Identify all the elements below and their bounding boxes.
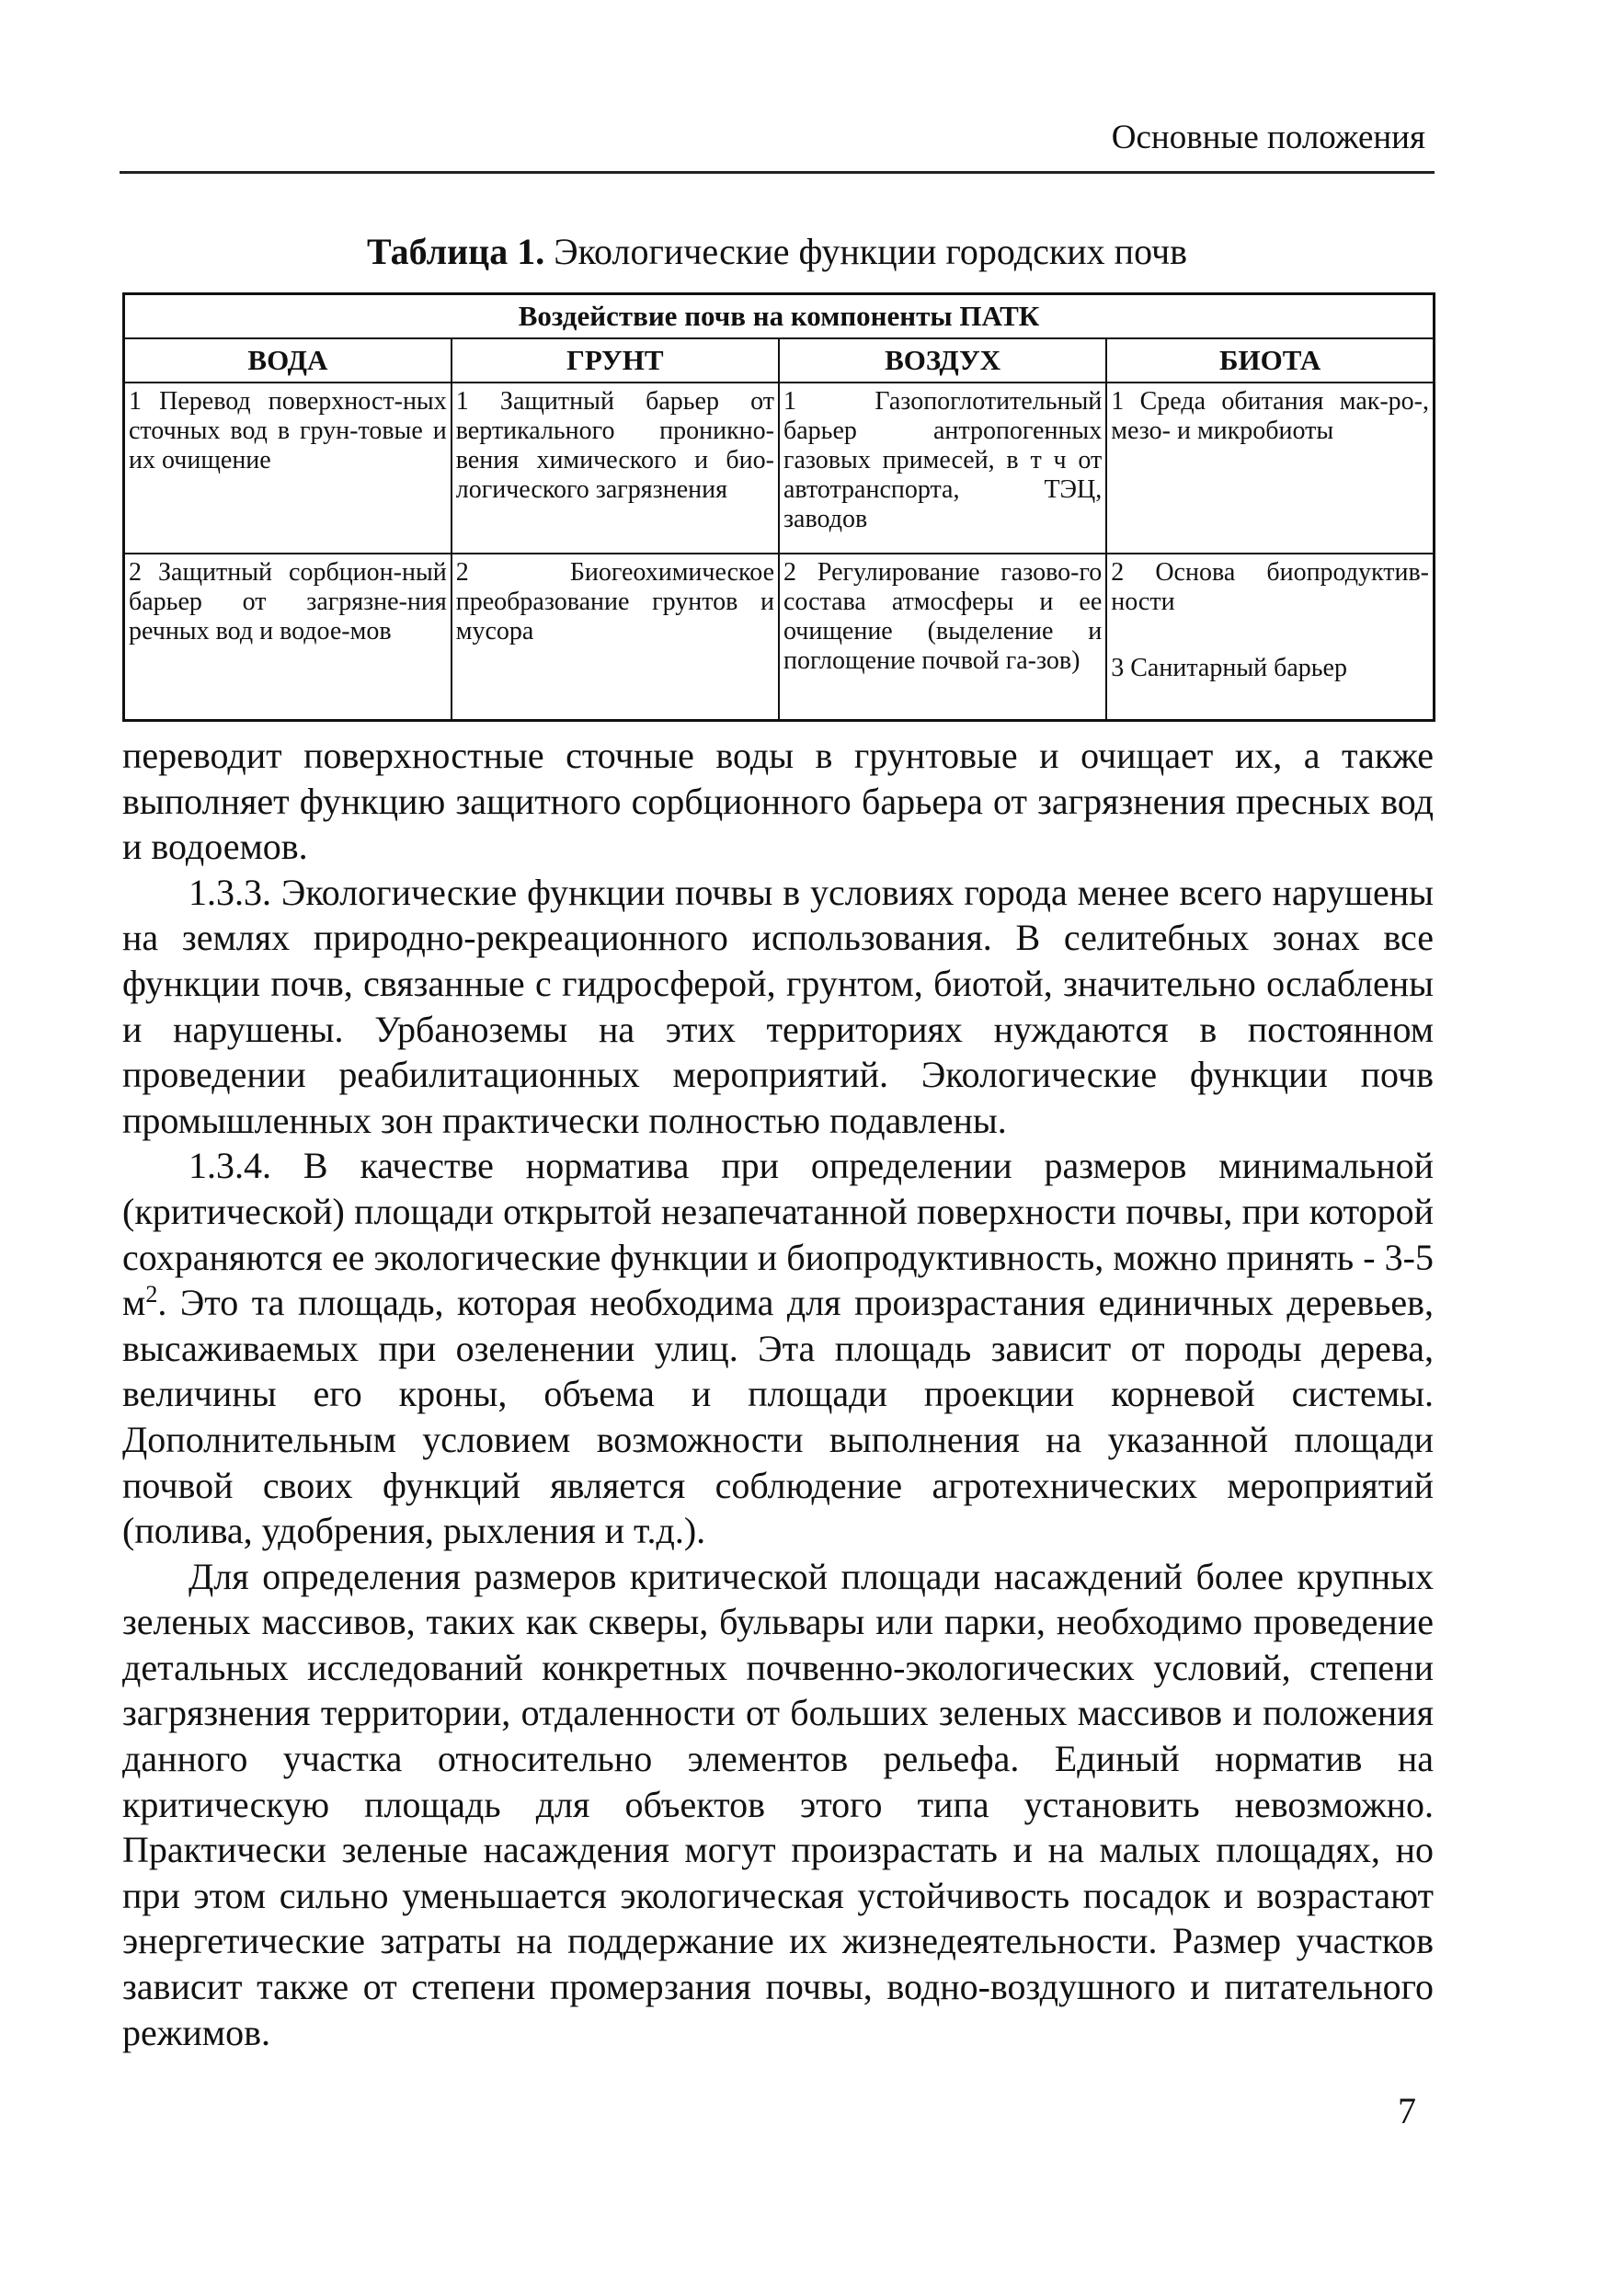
table-cell [1106, 383, 1434, 554]
cell-text: 1 Среда обитания мак-ро-, мезо- и микробиоты [1111, 387, 1429, 445]
table-cell [452, 554, 779, 721]
body-text [122, 733, 1434, 2055]
table-cell [452, 383, 779, 554]
table-row [124, 383, 1435, 554]
column-header-ground: ГРУНТ [452, 338, 779, 383]
table-cell [779, 554, 1106, 721]
cell-text: 2 Регулирование газово-го состава атмосферы и ее очищение (выделение и поглощение почвой га-зов) [783, 558, 1103, 675]
column-header-biota: БИОТА [1106, 338, 1434, 383]
running-header: Основные положения [1111, 119, 1425, 156]
table-cell [124, 554, 452, 721]
table-caption-text: Экологические функции городских почв [544, 231, 1188, 272]
paragraph: 1.3.3. Экологические функции почвы в условиях города менее всего нарушены на землях природно-рекреационного использования. В селитебных зонах все функции почв, связанные с гидросферой, грунтом, биотой, значительно ослаблены и нарушены. Урбаноземы на этих территориях нуждаются в постоянном проведении реабилитационных мероприятий. Экологические функции почв промышленных зон практически полностью подавлены. [122, 871, 1434, 1141]
table-cell [124, 383, 452, 554]
soil-functions-table [122, 292, 1435, 722]
paragraph-text: 1.3.4. В качестве норматива при определении размеров минимальной (критической) площади открытой незапечатанной поверхности почвы, при которой сохраняются ее экологические функции и биопродуктивность, можно принять - 3-5 м [122, 1145, 1434, 1324]
table-caption [120, 230, 1435, 274]
table-caption-label: Таблица 1. [366, 231, 545, 272]
table-row [124, 554, 1435, 721]
cell-text: 2 Защитный сорбцион-ный барьер от загрязне-ния речных вод и водое-мов [129, 558, 447, 645]
superscript: 2 [145, 1281, 158, 1308]
table-cell [1106, 554, 1434, 721]
cell-text: 1 Защитный барьер от вертикального проникно-вения химического и био-логического загрязнения [455, 387, 774, 504]
cell-text: 2 Основа биопродуктив-ности [1111, 558, 1429, 616]
table-cell [779, 383, 1106, 554]
cell-text: 3 Санитарный барьер [1111, 654, 1347, 682]
paragraph [122, 1143, 1434, 1553]
paragraph: переводит поверхностные сточные воды в грунтовые и очищает их, а также выполняет функцию защитного сорбционного барьера от загрязнения пресных вод и водоемов. [122, 735, 1434, 868]
column-header-air: ВОЗДУХ [779, 338, 1106, 383]
column-header-water: ВОДА [124, 338, 452, 383]
table-group-header: Воздействие почв на компоненты ПАТК [124, 294, 1435, 339]
cell-text: 1 Газопоглотительный барьер антропогенных газовых примесей, в т ч от автотранспорта, ТЭЦ, заводов [783, 387, 1103, 533]
paragraph-text: . Это та площадь, которая необходима для произрастания единичных деревьев, высаживаемых при озеленении улиц. Эта площадь зависит от породы дерева, величины его кроны, объема и площади проекции корневой системы. Дополнительным условием возможности выполнения на указанной площади почвой своих функций является соблюдение агротехнических мероприятий (полива, удобрения, рыхления и т.д.). [122, 1282, 1434, 1552]
page-number: 7 [1398, 2090, 1416, 2131]
paragraph: Для определения размеров критической площади насаждений более крупных зеленых массивов, таких как скверы, бульвары или парки, необходимо проведение детальных исследований конкретных почвенно-экологических условий, степени загрязнения территории, отдаленности от больших зеленых массивов и положения данного участка относительно элементов рельефа. Единый норматив на критическую площадь для объектов этого типа установить невозможно. Практически зеленые насаждения могут произрастать и на малых площадях, но при этом сильно уменьшается экологическая устойчивость посадок и возрастают энергетические затраты на поддержание их жизнедеятельности. Размер участков зависит также от степени промерзания почвы, водно-воздушного и питательного режимов. [122, 1555, 1434, 2053]
cell-text: 2 Биогеохимическое преобразование грунтов и мусора [455, 558, 774, 645]
cell-text: 1 Перевод поверхност-ных сточных вод в грун-товые и их очищение [129, 387, 447, 474]
header-rule [120, 171, 1435, 174]
